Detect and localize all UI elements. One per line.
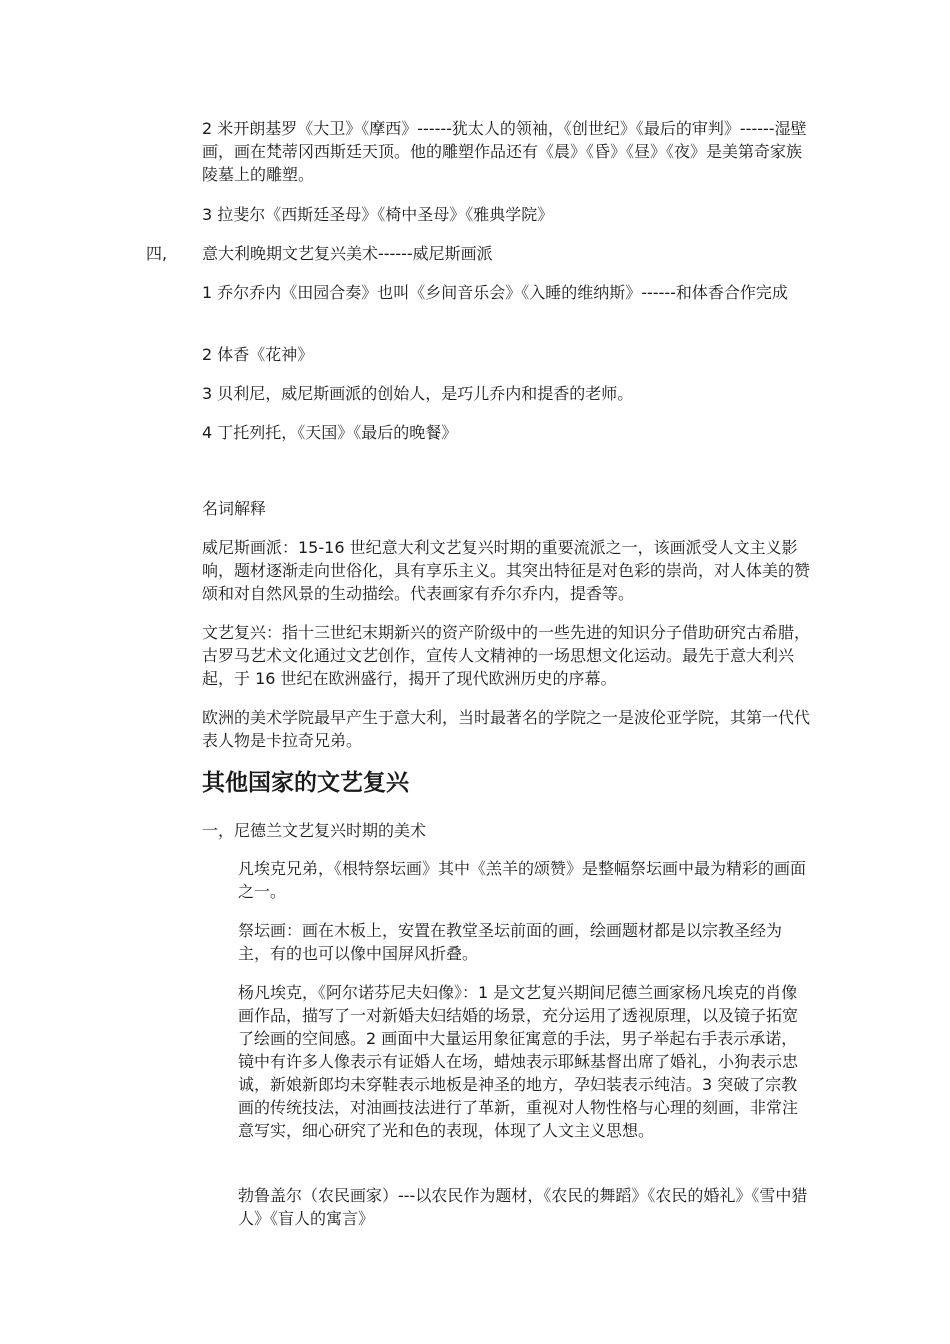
paragraph-arnolfini: 杨凡埃克，《阿尔诺芬尼夫妇像》：1 是文艺复兴期间尼德兰画家杨凡埃克的肖像画作品，描写了一对新婚夫妇结婚的场景，充分运用了透视原理，以及镜子拓宽了绘画的空间感。2 画面中大量运用象征寓意的手法，男子举起右手表示承诺，镜中有许多人像表示有证婚人在场，蜡烛表示耶稣基督出席了婚礼，小狗表示忠诚，新娘新郎均未穿鞋表示地板是神圣的地方，孕妇装表示纯洁。3 突破了宗教画的传统技法，对油画技法进行了革新，重视对人物性格与心理的刻画，非常注意写实，细心研究了光和色的表现，体现了人文主义思想。	[238, 983, 799, 1140]
paragraph-bruegel: 勃鲁盖尔（农民画家）---以农民作为题材，《农民的舞蹈》《农民的婚礼》《雪中猎人》《盲人的寓言》	[238, 1186, 808, 1228]
paragraph-academy: 欧洲的美术学院最早产生于意大利，当时最著名的学院之一是波伦亚学院，其第一代代表人物是卡拉奇兄弟。	[202, 708, 811, 750]
heading-other-countries: 其他国家的文艺复兴	[202, 770, 409, 796]
paragraph-bellini: 3 贝利尼，威尼斯画派的创始人，是巧儿乔内和提香的老师。	[202, 384, 634, 403]
paragraph-eyck-brothers: 凡埃克兄弟，《根特祭坛画》其中《羔羊的颂赞》是整幅祭坛画中最为精彩的画面之一。	[238, 859, 807, 901]
paragraph-michelangelo: 2 米开朗基罗《大卫》《摩西》------犹太人的领袖，《创世纪》《最后的审判》------湿壁画，画在梵蒂冈西斯廷天顶。他的雕塑作品还有《晨》《昏》《昼》《夜》是美第奇家族陵墓上的雕塑。	[202, 119, 807, 184]
paragraph-raphael: 3 拉斐尔《西斯廷圣母》《椅中圣母》《雅典学院》	[202, 205, 554, 224]
subheading-netherlands: 一，尼德兰文艺复兴时期的美术	[202, 821, 427, 840]
paragraph-giorgione: 1 乔尔乔内《田园合奏》也叫《乡间音乐会》《入睡的维纳斯》------和体香合作完成	[202, 283, 788, 302]
glossary-title: 名词解释	[202, 499, 267, 518]
paragraph-altarpiece: 祭坛画：画在木板上，安置在教堂圣坛前面的画，绘画题材都是以宗教圣经为主，有的也可以像中国屏风折叠。	[238, 921, 783, 963]
paragraph-titian: 2 体香《花神》	[202, 345, 314, 364]
section-title-venice: 意大利晚期文艺复兴美术------威尼斯画派	[202, 244, 493, 263]
glossary-venice: 威尼斯画派：15-16 世纪意大利文艺复兴时期的重要流派之一，该画派受人文主义影响，题材逐渐走向世俗化，具有享乐主义。其突出特征是对色彩的崇尚，对人体美的赞颂和对自然风景的生动描绘。代表画家有乔尔乔内，提香等。	[202, 538, 811, 603]
section-marker-4: 四,	[146, 244, 168, 263]
paragraph-tintoretto: 4 丁托列托，《天国》《最后的晚餐》	[202, 423, 458, 442]
glossary-renaissance: 文艺复兴：指十三世纪末期新兴的资产阶级中的一些先进的知识分子借助研究古希腊，古罗马艺术文化通过文艺创作，宣传人文精神的一场思想文化运动。最先于意大利兴起，于 16 世纪在欧洲盛行，揭开了现代欧洲历史的序幕。	[202, 623, 811, 688]
